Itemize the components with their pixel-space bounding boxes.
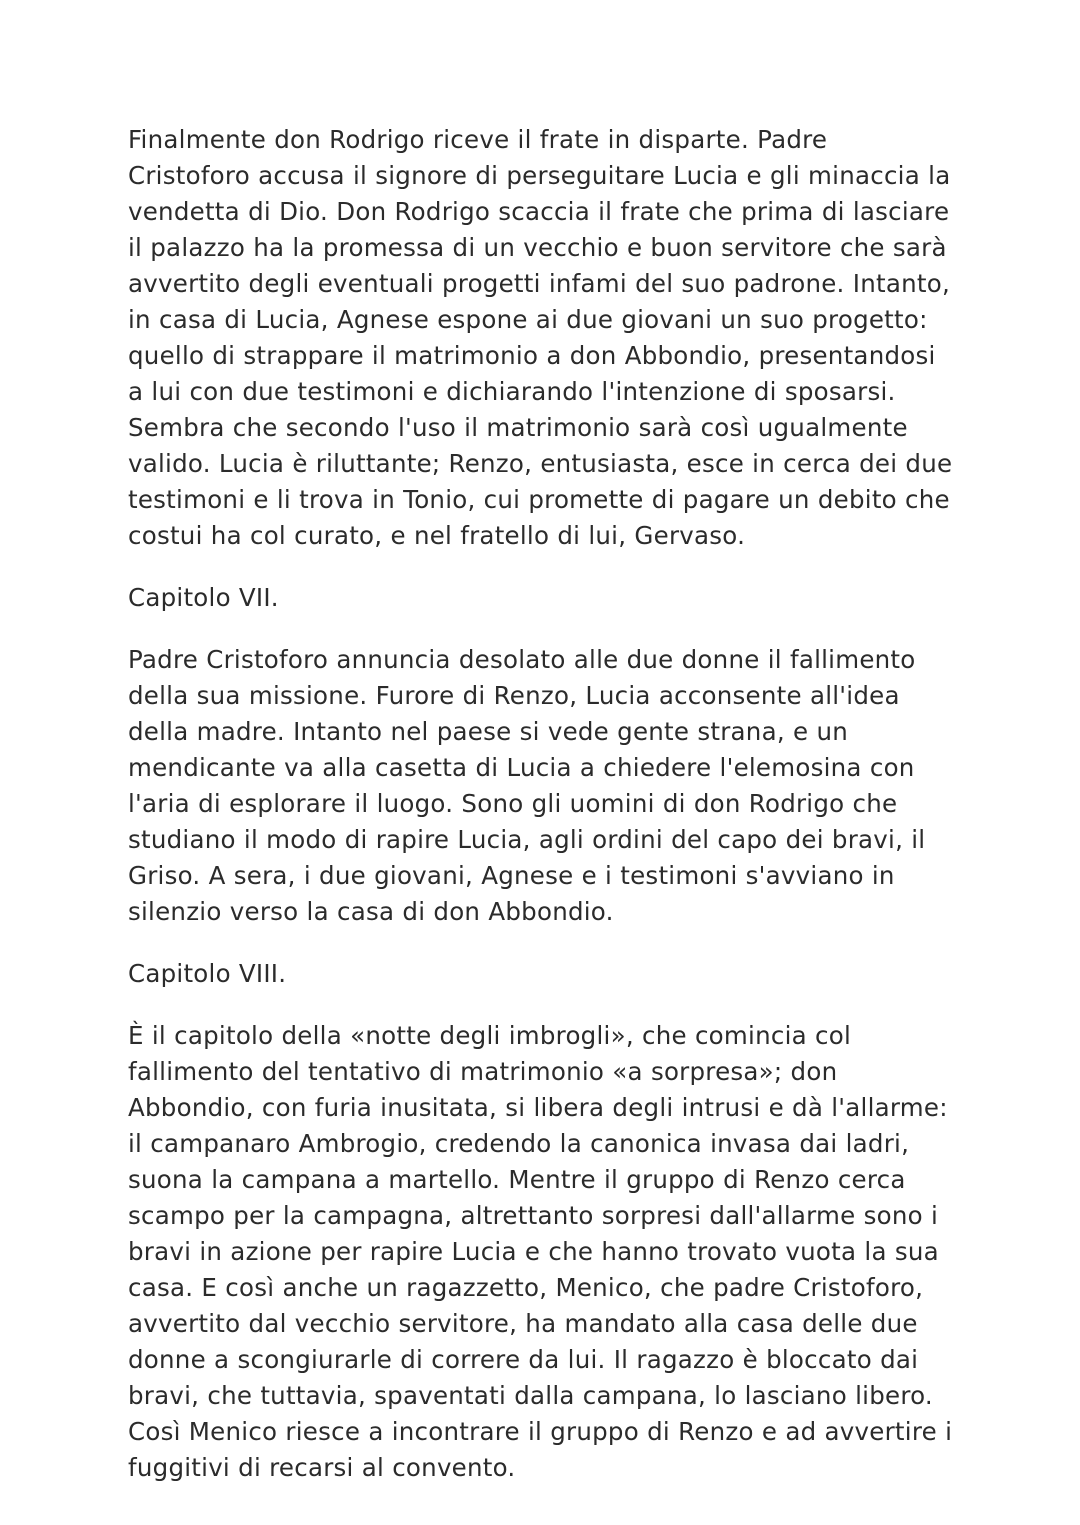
heading-capitolo-viii: Capitolo VIII. — [128, 959, 287, 988]
paragraph-chapter-vi-summary: Finalmente don Rodrigo riceve il frate in disparte. Padre Cristoforo accusa il signore di perseguitare Lucia e gli minaccia la vendetta di Dio. Don Rodrigo scaccia il frate che prima di lasciare il palazzo ha la promessa di un vecchio e buon servitore che sarà avvertito degli eventuali progetti infami del suo padrone. Intanto, in casa di Lucia, Agnese espone ai due giovani un suo progetto: quello di strappare il matrimonio a don Abbondio, presentandosi a lui con due testimoni e dichiarando l'intenzione di sposarsi. Sembra che secondo l'uso il matrimonio sarà così ugualmente valido. Lucia è riluttante; Renzo, entusiasta, esce in cerca dei due testimoni e li trova in Tonio, cui promette di pagare un debito che costui ha col curato, e nel fratello di lui, Gervaso. — [128, 125, 953, 550]
paragraph-capitolo-vii-summary: Padre Cristoforo annuncia desolato alle due donne il fallimento della sua missione. Furore di Renzo, Lucia acconsente all'idea della madre. Intanto nel paese si vede gente strana, e un mendicante va alla casetta di Lucia a chiedere l'elemosina con l'aria di esplorare il luogo. Sono gli uomini di don Rodrigo che studiano il modo di rapire Lucia, agli ordini del capo dei bravi, il Griso. A sera, i due giovani, Agnese e i testimoni s'avviano in silenzio verso la casa di don Abbondio. — [128, 645, 926, 926]
text-column — [128, 122, 956, 1486]
paragraph-capitolo-viii-summary: È il capitolo della «notte degli imbrogli», che comincia col fallimento del tentativo di matrimonio «a sorpresa»; don Abbondio, con furia inusitata, si libera degli intrusi e dà l'allarme: il campanaro Ambrogio, credendo la canonica invasa dai ladri, suona la campana a martello. Mentre il gruppo di Renzo cerca scampo per la campagna, altrettanto sorpresi dall'allarme sono i bravi in azione per rapire Lucia e che hanno trovato vuota la sua casa. E così anche un ragazzetto, Menico, che padre Cristoforo, avvertito dal vecchio servitore, ha mandato alla casa delle due donne a scongiurarle di correre da lui. Il ragazzo è bloccato dai bravi, che tuttavia, spaventati dalla campana, lo lasciano libero. Così Menico riesce a incontrare il gruppo di Renzo e ad avvertire i fuggitivi di recarsi al convento. — [128, 1021, 953, 1482]
heading-capitolo-vii: Capitolo VII. — [128, 583, 279, 612]
